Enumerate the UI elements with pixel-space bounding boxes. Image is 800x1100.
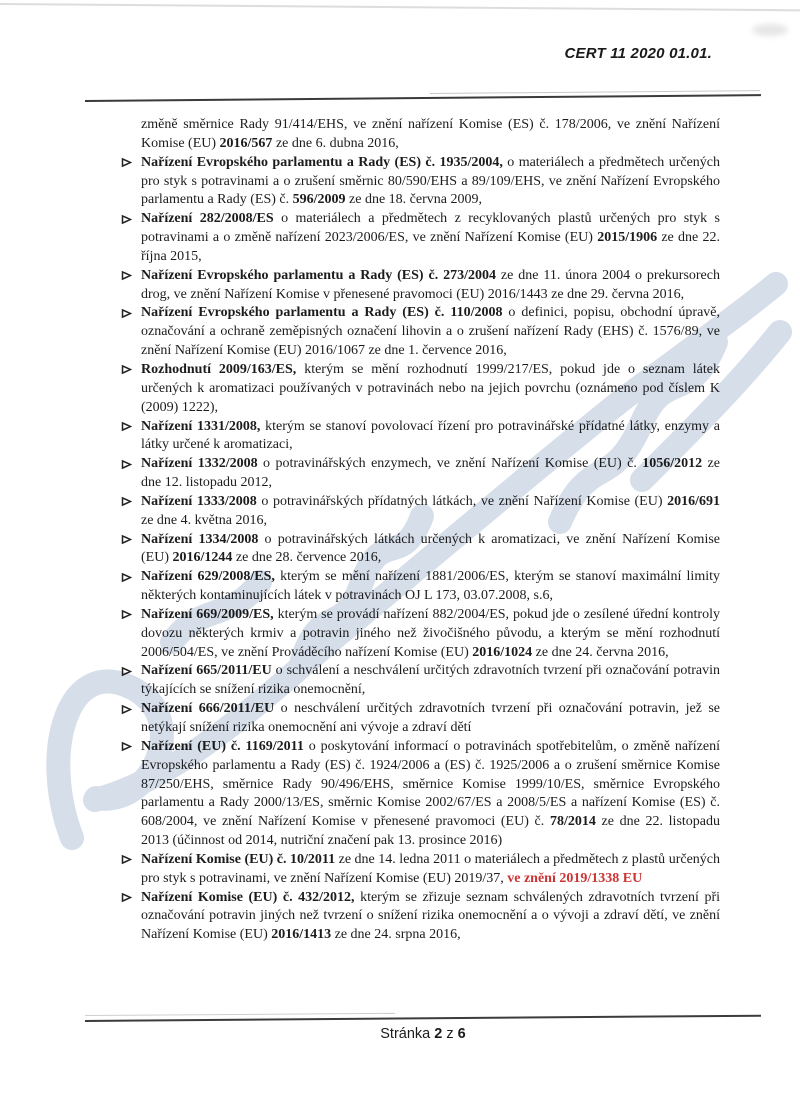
list-item bbox=[120, 361, 720, 418]
body-text: o neschválení určitých zdravotních tvrzení při označování potravin, jež se netýkají snížení rizika onemocnění ani vývoje a zdraví dětí bbox=[141, 701, 720, 735]
arrow-bullet-icon bbox=[121, 666, 132, 677]
body-text: kterým se zřizuje seznam schválených zdravotních tvrzení při označování potravin jiných než tvrzení o snížení rizika onemocnění a o vývoji a zdraví dětí, ve znění Nařízení Komise (EU) bbox=[141, 889, 721, 943]
body-text: ze dne 11. února 2004 o prekursorech drog, ve znění Nařízení Komise v přenesené pravomoci (EU) 2016/1443 ze dne 29. června 2016, bbox=[141, 267, 720, 302]
arrow-bullet-icon bbox=[121, 704, 132, 715]
list-item bbox=[120, 568, 720, 606]
body-text: ze dne 18. června 2009, bbox=[345, 192, 482, 208]
regulation-list bbox=[120, 116, 720, 945]
list-item bbox=[120, 418, 720, 456]
list-item-text bbox=[141, 155, 720, 208]
regulation-ref-bold: 2016/1024 bbox=[472, 644, 533, 660]
list-item-text bbox=[141, 456, 720, 490]
regulation-ref-bold: Nařízení Komise (EU) č. 10/2011 bbox=[141, 851, 336, 867]
list-item-text bbox=[141, 739, 720, 848]
list-item bbox=[120, 154, 720, 211]
scan-smudge-artifact bbox=[752, 24, 788, 36]
arrow-bullet-icon bbox=[121, 308, 132, 319]
body-text: ze dne 24. června 2016, bbox=[532, 644, 669, 660]
regulation-ref-bold: Nařízení 282/2008/ES bbox=[141, 211, 274, 227]
list-item bbox=[120, 738, 720, 851]
body-text: o potravinářských přídatných látkách, ve znění Nařízení Komise (EU) bbox=[256, 493, 668, 509]
header-rule bbox=[85, 94, 761, 102]
scan-edge-artifact bbox=[0, 3, 800, 11]
regulation-ref-bold: 596/2009 bbox=[292, 192, 346, 208]
regulation-ref-bold: 1056/2012 bbox=[642, 456, 703, 472]
list-item bbox=[120, 455, 720, 493]
arrow-bullet-icon bbox=[121, 214, 132, 225]
footer-rule bbox=[85, 1015, 761, 1022]
arrow-bullet-icon bbox=[121, 270, 132, 281]
list-item-text bbox=[141, 532, 720, 566]
body-text: kterým se mění nařízení 1881/2006/ES, kterým se stanoví maximální limity některých kontaminujících látek v potravinách OJ L 173, 03.07.2008, s.6, bbox=[141, 569, 720, 604]
page-number bbox=[380, 1026, 465, 1042]
regulation-ref-bold: 2016/1413 bbox=[271, 927, 332, 943]
list-item bbox=[120, 304, 720, 361]
arrow-bullet-icon bbox=[121, 157, 132, 168]
regulation-ref-bold: 2016/691 bbox=[667, 493, 720, 509]
footer-rule-echo bbox=[85, 1013, 395, 1016]
regulation-ref-bold: Nařízení 1334/2008 bbox=[141, 531, 259, 547]
regulation-ref-bold: Nařízení 629/2008/ES, bbox=[141, 569, 275, 585]
body-text: o potravinářských látkách určených k aromatizaci, ve znění Nařízení Komise (EU) bbox=[141, 531, 720, 566]
arrow-bullet-icon bbox=[121, 741, 132, 752]
list-item bbox=[120, 851, 720, 889]
list-item bbox=[120, 889, 720, 946]
regulation-ref-bold: Rozhodnutí 2009/163/ES, bbox=[141, 361, 297, 377]
body-text: ze dne 12. listopadu 2012, bbox=[141, 456, 720, 491]
list-item-text bbox=[141, 268, 720, 302]
body-text: ze dne 14. ledna 2011 o materiálech a předmětech z plastů určených pro styk s potravinami, ve znění Nařízení Komise (EU) 2019/37, bbox=[141, 851, 720, 886]
list-item-text bbox=[141, 211, 720, 264]
list-item bbox=[120, 267, 720, 305]
arrow-bullet-icon bbox=[121, 892, 132, 903]
body-text: kterým se mění rozhodnutí 1999/217/ES, pokud jde o seznam látek určených k aromatizaci používaných v potravinách nebo na jejich povrchu (oznámeno pod číslem K (2009) 1222), bbox=[141, 361, 720, 415]
body-text: ze dne 22. listopadu 2013 (účinnost od 2014, nutriční značení pak 13. prosince 2016) bbox=[141, 814, 720, 849]
regulation-ref-bold: Nařízení Evropského parlamentu a Rady (ES) č. 110/2008 bbox=[141, 305, 503, 321]
arrow-bullet-icon bbox=[121, 534, 132, 545]
body-text: ze dne 4. května 2016, bbox=[141, 512, 267, 528]
list-item-text bbox=[141, 569, 720, 603]
regulation-ref-bold: 2016/567 bbox=[219, 135, 273, 151]
regulation-ref-bold: Nařízení 1331/2008, bbox=[141, 418, 261, 434]
regulation-ref-bold: Nařízení (EU) č. 1169/2011 bbox=[141, 738, 304, 754]
body-text: o materiálech a předmětech určených pro styk s potravinami a o zrušení směrnic 80/590/EHS a 89/109/EHS, ve znění Nařízení Evropského parlamentu a Rady (ES) č. bbox=[141, 154, 720, 208]
list-item-text bbox=[141, 362, 720, 415]
list-item bbox=[120, 700, 720, 738]
regulation-ref-bold: Nařízení 1333/2008 bbox=[141, 493, 257, 509]
body-text: Stránka bbox=[380, 1026, 435, 1042]
regulation-ref-bold: Nařízení Evropského parlamentu a Rady (ES) č. 1935/2004, bbox=[141, 154, 503, 170]
regulation-ref-bold: 78/2014 bbox=[549, 814, 596, 830]
list-item-text bbox=[141, 494, 720, 528]
arrow-bullet-icon bbox=[121, 609, 132, 620]
regulation-ref-bold: Nařízení Evropského parlamentu a Rady (ES) č. 273/2004 bbox=[141, 267, 496, 283]
continuation-paragraph bbox=[120, 116, 720, 154]
list-item-text bbox=[141, 117, 720, 151]
list-item-text bbox=[141, 890, 720, 943]
header-rule-echo bbox=[430, 90, 760, 94]
regulation-ref-bold: Nařízení 665/2011/EU bbox=[141, 663, 272, 679]
body-text: z bbox=[442, 1026, 458, 1042]
header-document-code: CERT 11 2020 01.01. bbox=[564, 45, 712, 62]
body-text: ze dne 22. října 2015, bbox=[141, 230, 720, 264]
regulation-ref-bold: Nařízení Komise (EU) č. 432/2012, bbox=[141, 889, 355, 905]
arrow-bullet-icon bbox=[121, 421, 132, 432]
body-text: o materiálech a předmětech z recyklovaných plastů určených pro styk s potravinami a o změně nařízení 2023/2006/ES, ve znění Nařízení Komise (EU) bbox=[141, 211, 720, 246]
list-item-text bbox=[141, 663, 720, 697]
regulation-ref-bold: Nařízení 669/2009/ES, bbox=[141, 606, 274, 622]
regulation-ref-bold: 2016/1244 bbox=[172, 550, 233, 566]
page-footer bbox=[85, 1026, 761, 1042]
list-item bbox=[120, 606, 720, 663]
body-text: o poskytování informací o potravinách spotřebitelům, o změně nařízení Evropského parlamentu a Rady (ES) č. 1924/2006 a (ES) č. 1925/2006 a o zrušení směrnice Komise 87/250/EHS, směrnice Rady 90/496/EHS, směrnice Komise 1999/10/ES, směrnice Evropského parlamentu a Rady 2000/13/ES, směrnic Komise 2002/67/ES a 2008/5/ES a nařízení Komise (ES) č. 608/2004, ve znění Nařízení Komise v přenesené pravomoci (EU) č. bbox=[141, 738, 721, 830]
body-text: změně směrnice Rady 91/414/EHS, ve znění nařízení Komise (ES) č. 178/2006, ve znění Nařízení Komise (EU) bbox=[141, 117, 720, 151]
regulation-ref-bold: 2 bbox=[434, 1026, 443, 1042]
body-text: o potravinářských enzymech, ve znění Nařízení Komise (EU) č. bbox=[257, 456, 643, 472]
regulation-ref-bold: Nařízení 1332/2008 bbox=[141, 456, 258, 472]
list-item bbox=[120, 493, 720, 531]
list-item-text bbox=[141, 852, 720, 886]
list-item bbox=[120, 531, 720, 569]
regulation-ref-bold: 6 bbox=[457, 1026, 466, 1042]
body-text: o definici, popisu, obchodní úpravě, označování a ochraně zeměpisných označení lihovin a o zrušení nařízení Rady (EHS) č. 1576/89, ve znění Nařízení Komise (EU) 2016/1067 ze dne 1. července 2016, bbox=[141, 305, 721, 359]
body-text: o schválení a neschválení určitých zdravotních tvrzení při označování potravin týkajících se snížení rizika onemocnění, bbox=[141, 663, 720, 698]
list-item-text bbox=[141, 305, 720, 358]
regulation-ref-bold: Nařízení 666/2011/EU bbox=[141, 701, 275, 717]
arrow-bullet-icon bbox=[121, 854, 132, 865]
arrow-bullet-icon bbox=[121, 496, 132, 507]
arrow-bullet-icon bbox=[121, 572, 132, 583]
body-text: ze dne 28. července 2016, bbox=[232, 550, 382, 566]
regulation-ref-bold: 2015/1906 bbox=[597, 230, 658, 246]
body-text: ze dne 24. srpna 2016, bbox=[331, 927, 461, 943]
arrow-bullet-icon bbox=[121, 459, 132, 470]
amendment-red-text: ve znění 2019/1338 EU bbox=[507, 870, 643, 886]
list-item bbox=[120, 662, 720, 700]
list-item bbox=[120, 210, 720, 267]
list-item-text bbox=[141, 701, 720, 735]
body-text: kterým se stanoví povolovací řízení pro potravinářské přídatné látky, enzymy a látky určené k aromatizaci, bbox=[141, 418, 720, 453]
body-text: ze dne 6. dubna 2016, bbox=[272, 135, 399, 151]
arrow-bullet-icon bbox=[121, 364, 132, 375]
list-item-text bbox=[141, 607, 720, 660]
list-item-text bbox=[141, 419, 720, 453]
body-text: kterým se provádí nařízení 882/2004/ES, pokud jde o zesílené úřední kontroly dovozu některých krmiv a potravin jiného než živočišného původu, a kterým se mění rozhodnutí 2006/504/ES, ve znění Prováděcího nařízení Komise (EU) bbox=[141, 606, 720, 660]
